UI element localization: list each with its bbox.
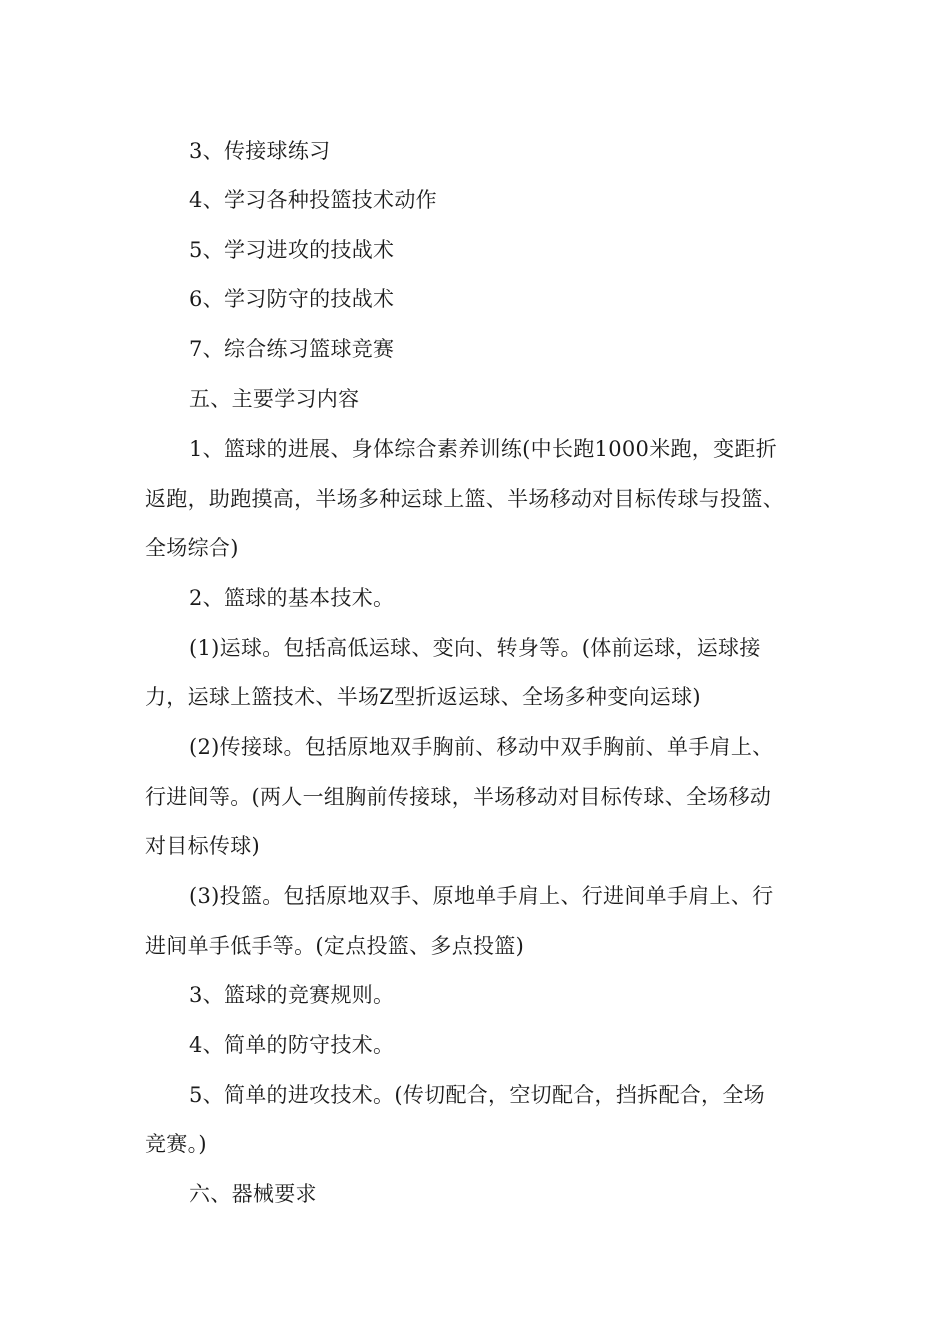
list-item: 4、学习各种投篮技术动作 bbox=[189, 188, 437, 212]
paragraph-line: (2)传接球。包括原地双手胸前、移动中双手胸前、单手肩上、 bbox=[189, 735, 774, 759]
list-item: 3、传接球练习 bbox=[189, 139, 331, 163]
paragraph-line: 2、篮球的基本技术。 bbox=[189, 586, 395, 610]
paragraph-line: 行进间等。(两人一组胸前传接球，半场移动对目标传球、全场移动 bbox=[145, 785, 772, 809]
paragraph-line: (3)投篮。包括原地双手、原地单手肩上、行进间单手肩上、行 bbox=[189, 884, 774, 908]
section-heading: 六、器械要求 bbox=[189, 1182, 317, 1206]
paragraph-line: (1)运球。包括高低运球、变向、转身等。(体前运球，运球接 bbox=[189, 636, 761, 660]
list-item: 7、综合练习篮球竞赛 bbox=[189, 337, 395, 361]
paragraph-line: 进间单手低手等。(定点投篮、多点投篮) bbox=[145, 934, 525, 958]
paragraph-line: 全场综合) bbox=[145, 536, 239, 560]
paragraph-line: 返跑，助跑摸高，半场多种运球上篮、半场移动对目标传球与投篮、 bbox=[145, 487, 784, 511]
list-item: 5、学习进攻的技战术 bbox=[189, 238, 395, 262]
paragraph-line: 3、篮球的竞赛规则。 bbox=[189, 983, 395, 1007]
paragraph-line: 4、简单的防守技术。 bbox=[189, 1033, 395, 1057]
paragraph-line: 5、简单的进攻技术。(传切配合，空切配合，挡拆配合，全场 bbox=[189, 1083, 765, 1107]
section-heading: 五、主要学习内容 bbox=[189, 387, 360, 411]
paragraph-line: 1、篮球的进展、身体综合素养训练(中长跑1000米跑，变距折 bbox=[189, 437, 777, 461]
paragraph-line: 力，运球上篮技术、半场Z型折返运球、全场多种变向运球) bbox=[145, 685, 701, 709]
paragraph-line: 对目标传球) bbox=[145, 834, 260, 858]
paragraph-line: 竞赛。) bbox=[145, 1132, 207, 1156]
list-item: 6、学习防守的技战术 bbox=[189, 287, 395, 311]
